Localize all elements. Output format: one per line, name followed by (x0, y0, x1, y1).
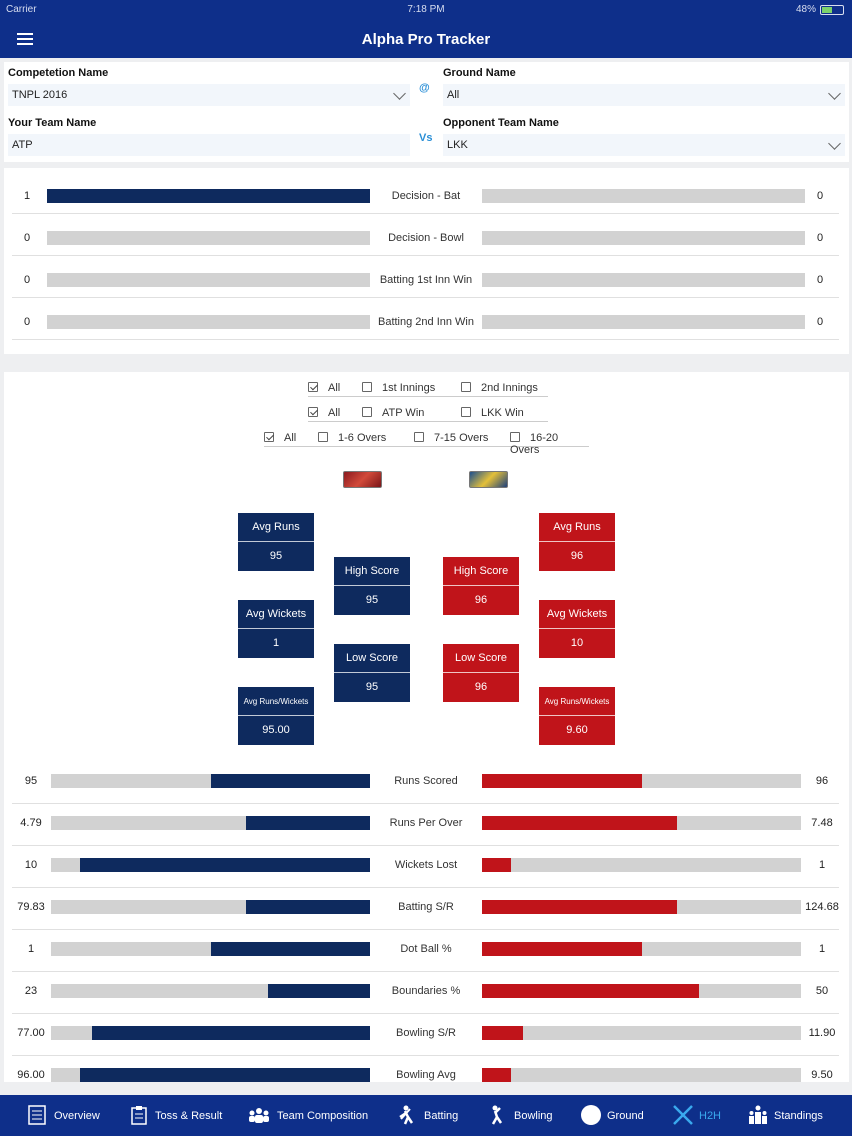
checkbox-label: 16-20 Overs (510, 432, 559, 456)
checkbox-icon (362, 407, 372, 417)
tab-h2h[interactable] (672, 1095, 732, 1136)
right-bar-fill (482, 984, 699, 998)
tab-label: Batting (424, 1110, 459, 1122)
left-high-score-card (334, 557, 410, 615)
checkbox-1-6-overs[interactable] (318, 432, 386, 444)
right-value: 0 (816, 232, 824, 244)
stat-row (12, 1056, 839, 1098)
card-value: 96 (539, 541, 615, 569)
at-symbol: @ (419, 82, 430, 94)
checkbox-label: 1st Innings (382, 382, 436, 394)
card-title: Avg Runs/Wickets (544, 697, 610, 706)
checkbox-2nd-innings[interactable] (461, 382, 538, 394)
right-bar (482, 900, 801, 914)
battery-percent: 48% (795, 4, 816, 15)
left-bar (51, 816, 370, 830)
left-low-score-card (334, 644, 410, 702)
left-value: 1 (23, 190, 31, 202)
card-title: Avg Wickets (546, 608, 608, 620)
clock: 7:18 PM (407, 4, 445, 15)
stat-label: Runs Scored (394, 775, 458, 787)
left-value: 0 (23, 274, 31, 286)
left-avg-runs-wickets-card (238, 687, 314, 745)
stat-row (12, 972, 839, 1014)
left-bar-fill (268, 984, 370, 998)
toss-comparison (4, 168, 849, 354)
toss-label: Decision - Bowl (388, 232, 464, 244)
toss-row (12, 214, 839, 256)
left-bar (51, 942, 370, 956)
left-bar-fill (246, 816, 370, 830)
right-bar (482, 315, 805, 329)
filter-panel (4, 62, 849, 162)
tab-label: Bowling (514, 1110, 553, 1122)
checkbox-icon (510, 432, 520, 442)
left-bar-fill (246, 900, 370, 914)
left-bar (47, 273, 370, 287)
checkbox-label: LKK Win (481, 407, 524, 419)
h2h-icon (672, 1104, 694, 1126)
right-value: 96 (815, 775, 829, 787)
right-bar-fill (482, 900, 677, 914)
right-bar (482, 1068, 801, 1082)
left-bar (51, 1026, 370, 1040)
left-avg-wickets-card (238, 600, 314, 658)
checkbox-label: All (328, 382, 341, 394)
right-bar-fill (482, 816, 677, 830)
card-title: Low Score (455, 652, 507, 664)
carrier-label: Carrier (6, 4, 37, 15)
card-value: 95 (334, 672, 410, 700)
bowler-icon (487, 1105, 507, 1125)
competition-label: Competetion Name (8, 67, 109, 79)
left-bar-fill (92, 1026, 370, 1040)
card-value: 96 (443, 672, 519, 700)
stat-row (12, 888, 839, 930)
team-logo-lkk (469, 471, 508, 488)
h2h-stats-panel (4, 372, 849, 1082)
stat-label: Wickets Lost (394, 859, 458, 871)
checkbox-checked-icon (264, 432, 274, 442)
checkbox-label: ATP Win (382, 407, 425, 419)
innings-filter (308, 379, 548, 397)
tab-label: Standings (774, 1110, 823, 1122)
checkbox-atp-win[interactable] (362, 407, 424, 419)
right-value: 0 (816, 274, 824, 286)
left-bar (51, 774, 370, 788)
right-bar (482, 942, 801, 956)
chevron-down-icon (828, 87, 841, 100)
checkbox-icon (414, 432, 424, 442)
card-value: 9.60 (539, 715, 615, 743)
right-value: 11.90 (808, 1027, 836, 1039)
tab-bowling[interactable] (487, 1095, 557, 1136)
stat-label: Dot Ball % (400, 943, 452, 955)
checkbox-lkk-win[interactable] (461, 407, 524, 419)
your-team-field[interactable] (8, 134, 410, 156)
right-bar-fill (482, 774, 642, 788)
bottom-tab-bar (0, 1095, 852, 1136)
right-value: 1 (818, 943, 826, 955)
tab-overview[interactable] (28, 1095, 108, 1136)
right-value: 9.50 (811, 1069, 833, 1081)
stat-row (12, 762, 839, 804)
left-value: 4.79 (20, 817, 42, 829)
toss-label: Batting 1st Inn Win (379, 274, 473, 286)
status-bar (0, 0, 852, 20)
right-value: 0 (816, 190, 824, 202)
vs-symbol: Vs (419, 132, 433, 144)
right-avg-wickets-card (539, 600, 615, 658)
card-value: 95 (238, 541, 314, 569)
ground-icon (580, 1104, 602, 1126)
right-bar (482, 774, 801, 788)
tab-label: Toss & Result (155, 1110, 223, 1122)
right-bar-fill (482, 858, 511, 872)
checkbox-checked-icon (308, 382, 318, 392)
toss-row (12, 298, 839, 340)
left-value: 0 (23, 316, 31, 328)
right-bar (482, 1026, 801, 1040)
card-title: Low Score (346, 652, 398, 664)
tab-batting[interactable] (396, 1095, 466, 1136)
left-value: 79.83 (17, 901, 45, 913)
right-bar (482, 189, 805, 203)
toss-label: Decision - Bat (391, 190, 461, 202)
right-bar-fill (482, 1068, 511, 1082)
right-value: 1 (818, 859, 826, 871)
tab-label: Overview (54, 1110, 100, 1122)
card-value: 1 (238, 628, 314, 656)
batsman-icon (396, 1105, 416, 1125)
checkbox-icon (461, 382, 471, 392)
stat-label: Bowling S/R (396, 1027, 456, 1039)
checkbox-1st-innings[interactable] (362, 382, 435, 394)
left-bar (47, 189, 370, 203)
left-bar (51, 858, 370, 872)
left-value: 77.00 (17, 1027, 45, 1039)
stat-row (12, 1014, 839, 1056)
team-icon (248, 1105, 270, 1125)
card-title: Avg Wickets (245, 608, 307, 620)
right-bar (482, 231, 805, 245)
your-team-label: Your Team Name (8, 117, 97, 129)
card-value: 10 (539, 628, 615, 656)
chevron-down-icon (393, 87, 406, 100)
toss-label: Batting 2nd Inn Win (377, 316, 474, 328)
toss-row (12, 172, 839, 214)
stat-label: Runs Per Over (389, 817, 463, 829)
checkbox-label: All (328, 407, 341, 419)
tab-label: Ground (607, 1110, 644, 1122)
stat-row (12, 930, 839, 972)
clipboard-icon (130, 1105, 148, 1125)
left-value: 96.00 (17, 1069, 45, 1081)
stat-label: Bowling Avg (396, 1069, 456, 1081)
tab-standings[interactable] (748, 1095, 838, 1136)
card-title: Avg Runs (553, 521, 601, 533)
right-bar (482, 984, 801, 998)
opponent-label: Opponent Team Name (443, 117, 559, 129)
left-bar (51, 984, 370, 998)
tab-team-composition[interactable] (248, 1095, 378, 1136)
page-title: Alpha Pro Tracker (361, 31, 491, 48)
nav-bar (0, 20, 852, 58)
checkbox-icon (318, 432, 328, 442)
right-value: 124.68 (805, 901, 839, 913)
checkbox-all-overs[interactable] (264, 432, 296, 444)
right-bar (482, 816, 801, 830)
stat-row (12, 804, 839, 846)
right-value: 50 (815, 985, 829, 997)
team-logo-atp (343, 471, 382, 488)
stat-row (12, 846, 839, 888)
left-bar-fill (211, 942, 371, 956)
checkbox-16-20-overs[interactable] (510, 432, 589, 456)
right-avg-runs-wickets-card (539, 687, 615, 745)
tab-label: H2H (699, 1110, 722, 1122)
standings-icon (748, 1105, 768, 1125)
right-bar (482, 273, 805, 287)
card-value: 96 (443, 585, 519, 613)
checkbox-all-results[interactable] (308, 407, 340, 419)
checkbox-7-15-overs[interactable] (414, 432, 488, 444)
tab-toss-result[interactable] (130, 1095, 230, 1136)
ground-select[interactable] (443, 84, 845, 106)
stat-label: Boundaries % (391, 985, 461, 997)
right-low-score-card (443, 644, 519, 702)
right-bar (482, 858, 801, 872)
document-icon (28, 1105, 46, 1125)
right-avg-runs-card (539, 513, 615, 571)
opponent-value: LKK (447, 139, 468, 151)
left-value: 95 (24, 775, 38, 787)
stat-label: Batting S/R (398, 901, 454, 913)
battery-icon (820, 5, 844, 15)
card-title: Avg Runs (252, 521, 300, 533)
left-value: 10 (24, 859, 38, 871)
competition-value: TNPL 2016 (12, 89, 68, 101)
competition-select[interactable] (8, 84, 410, 106)
right-value: 7.48 (811, 817, 833, 829)
checkbox-checked-icon (308, 407, 318, 417)
ground-label: Ground Name (443, 67, 516, 79)
left-bar-fill (80, 858, 370, 872)
ground-value: All (447, 89, 460, 101)
opponent-select[interactable] (443, 134, 845, 156)
checkbox-all-innings[interactable] (308, 382, 340, 394)
checkbox-icon (362, 382, 372, 392)
left-bar (47, 315, 370, 329)
left-avg-runs-card (238, 513, 314, 571)
left-value: 0 (23, 232, 31, 244)
result-filter (308, 404, 548, 422)
checkbox-label: All (284, 432, 297, 444)
card-title: High Score (344, 565, 400, 577)
left-bar (47, 231, 370, 245)
your-team-value: ATP (12, 139, 33, 151)
chevron-down-icon (828, 137, 841, 150)
checkbox-label: 7-15 Overs (434, 432, 489, 444)
card-title: High Score (453, 565, 509, 577)
tab-ground[interactable] (580, 1095, 650, 1136)
card-value: 95.00 (238, 715, 314, 743)
checkbox-icon (461, 407, 471, 417)
left-bar (51, 900, 370, 914)
left-bar-fill (80, 1068, 370, 1082)
left-bar-fill (211, 774, 371, 788)
tab-label: Team Composition (277, 1110, 369, 1122)
left-bar-fill (47, 189, 370, 203)
right-value: 0 (816, 316, 824, 328)
left-value: 23 (24, 985, 38, 997)
checkbox-label: 1-6 Overs (338, 432, 387, 444)
right-bar-fill (482, 1026, 523, 1040)
toss-row (12, 256, 839, 298)
checkbox-label: 2nd Innings (481, 382, 538, 394)
right-bar-fill (482, 942, 642, 956)
left-bar (51, 1068, 370, 1082)
overs-filter (264, 429, 589, 456)
left-value: 1 (27, 943, 35, 955)
card-value: 95 (334, 585, 410, 613)
right-high-score-card (443, 557, 519, 615)
card-title: Avg Runs/Wickets (243, 697, 309, 706)
